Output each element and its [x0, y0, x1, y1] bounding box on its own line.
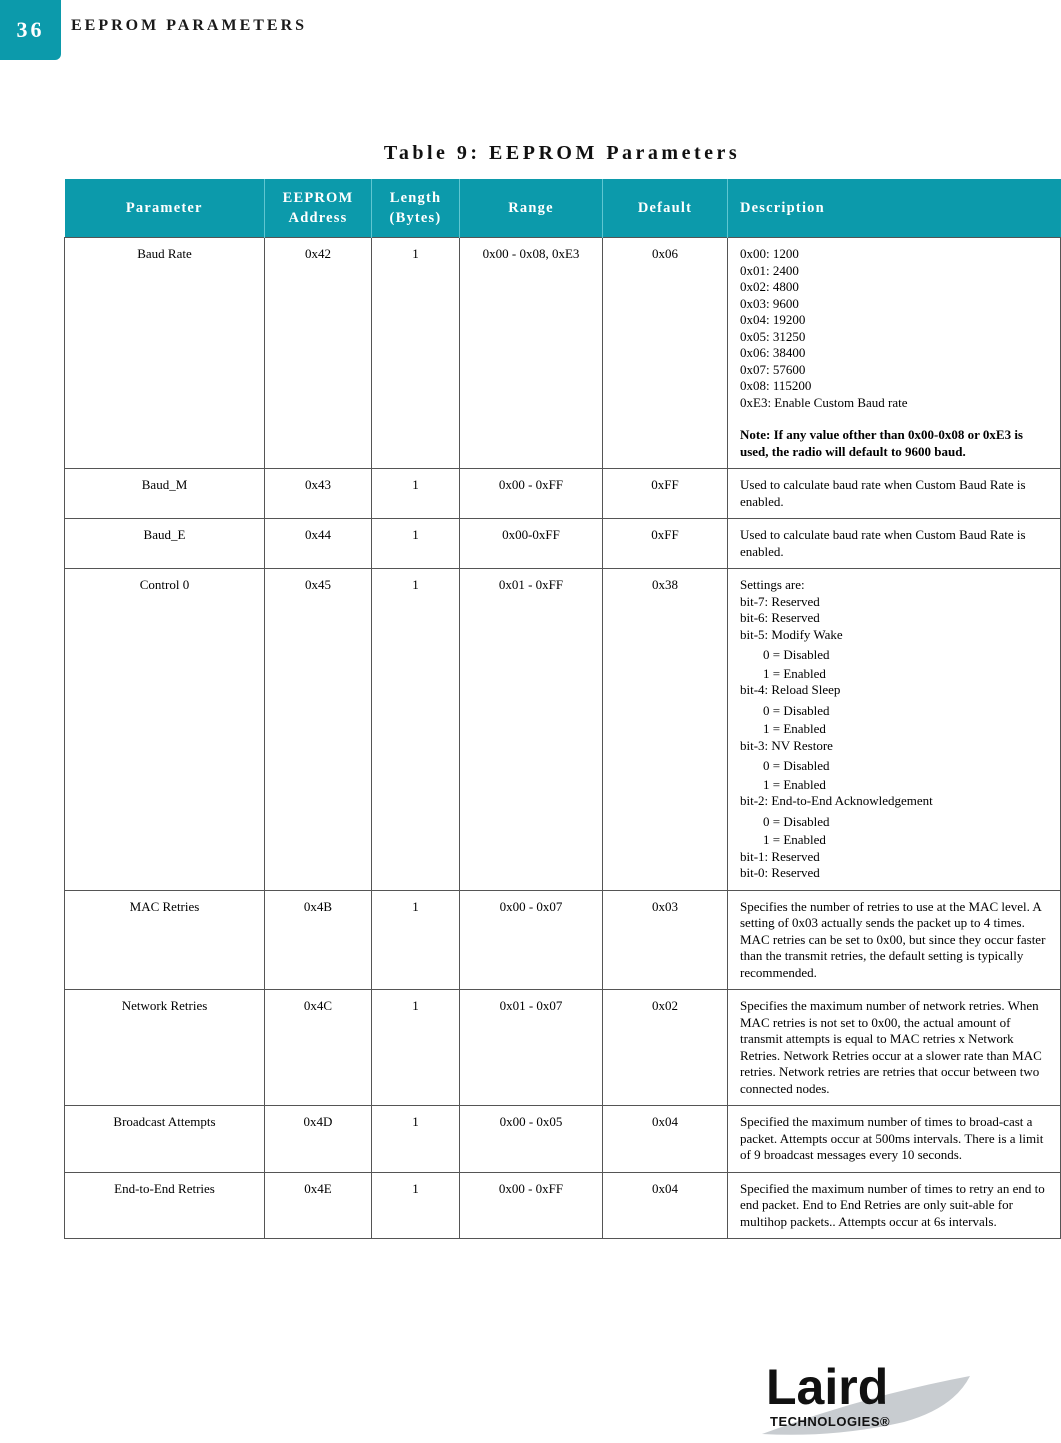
cell-length: 1	[372, 519, 460, 569]
cell-address: 0x43	[265, 469, 372, 519]
cell-address: 0x44	[265, 519, 372, 569]
cell-length: 1	[372, 1172, 460, 1239]
bit-3-setting: bit-3: NV Restore	[740, 737, 833, 753]
bit-2-disabled: 0 = Disabled	[763, 813, 830, 829]
table-header-row	[65, 179, 1061, 238]
baud-option: 0x06: 38400	[740, 345, 806, 360]
baud-option: 0x05: 31250	[740, 328, 806, 344]
column-header-parameter: Parameter	[65, 179, 265, 238]
cell-address: 0x42	[265, 238, 372, 469]
bit-4-setting: bit-4: Reload Sleep	[740, 682, 841, 697]
cell-description: Specifies the maximum number of network retries. When MAC retries is not set to 0x00, the actual amount of transmit attempts is equal to MAC retries x Network Retries. Network Retries occur at a slower rate than MAC retries. Network retries are retries that occur between two connected nodes.	[728, 990, 1061, 1106]
cell-default: 0xFF	[603, 469, 728, 519]
bit-7-setting: bit-7: Reserved	[740, 593, 820, 609]
table-title: Table 9: EEPROM Parameters	[383, 142, 741, 164]
table-row	[65, 1106, 1061, 1173]
cell-address: 0x4B	[265, 890, 372, 990]
cell-address: 0x4E	[265, 1172, 372, 1239]
cell-description: Used to calculate baud rate when Custom Baud Rate is enabled.	[728, 469, 1061, 519]
cell-description: Specified the maximum number of times to retry an end to end packet. End to End Retries are only suit-able for multihop packets.. Attempts occur at 6s intervals.	[728, 1172, 1061, 1239]
laird-logo-graphic	[754, 1356, 972, 1438]
cell-description: Specifies the number of retries to use at the MAC level. A setting of 0x03 actually sends the packet up to 4 times. MAC retries can be set to 0x00, but since they occur faster than the transmit retries, the default setting is typically recommended.	[728, 890, 1061, 990]
baud-option: 0x00: 1200	[740, 246, 799, 261]
table-row	[65, 469, 1061, 519]
logo-wordmark: Laird	[766, 1359, 889, 1415]
column-header-default: Default	[603, 179, 728, 238]
baud-option: 0x08: 115200	[740, 378, 812, 393]
logo-subtitle: TECHNOLOGIES®	[770, 1414, 891, 1429]
cell-length: 1	[372, 890, 460, 990]
cell-range: 0x01 - 0xFF	[460, 569, 603, 891]
bit-0-setting: bit-0: Reserved	[740, 865, 820, 880]
bit-5-disabled: 0 = Disabled	[763, 647, 830, 662]
bit-3-disabled: 0 = Disabled	[763, 758, 830, 773]
bit-6-setting: bit-6: Reserved	[740, 610, 820, 625]
cell-length: 1	[372, 238, 460, 469]
column-header-range: Range	[460, 179, 603, 238]
cell-length: 1	[372, 569, 460, 891]
cell-parameter: Network Retries	[65, 990, 265, 1106]
cell-parameter: MAC Retries	[65, 890, 265, 990]
cell-default: 0x06	[603, 238, 728, 469]
cell-description	[728, 569, 1061, 891]
cell-parameter: Baud_M	[65, 469, 265, 519]
cell-default: 0x04	[603, 1106, 728, 1173]
cell-range: 0x00 - 0xFF	[460, 469, 603, 519]
cell-default: 0xFF	[603, 519, 728, 569]
cell-length: 1	[372, 469, 460, 519]
baud-option: 0xE3: Enable Custom Baud rate	[740, 394, 908, 410]
laird-technologies-logo	[754, 1356, 972, 1438]
table-row	[65, 890, 1061, 990]
cell-range: 0x01 - 0x07	[460, 990, 603, 1106]
cell-description: Specified the maximum number of times to broad-cast a packet. Attempts occur at 500ms intervals. There is a limit of 9 broadcast messages every 10 seconds.	[728, 1106, 1061, 1173]
cell-range: 0x00 - 0x08, 0xE3	[460, 238, 603, 469]
cell-parameter: Baud_E	[65, 519, 265, 569]
baud-option: 0x04: 19200	[740, 312, 806, 327]
cell-parameter: End-to-End Retries	[65, 1172, 265, 1239]
table-row	[65, 519, 1061, 569]
bit-5-enabled: 1 = Enabled	[763, 665, 826, 681]
baud-note: Note: If any value ofther than 0x00-0x08 or 0xE3 is used, the radio will default to 9600 baud.	[740, 427, 1023, 459]
bit-5-setting: bit-5: Modify Wake	[740, 626, 843, 642]
cell-default: 0x04	[603, 1172, 728, 1239]
cell-range: 0x00-0xFF	[460, 519, 603, 569]
cell-length: 1	[372, 990, 460, 1106]
cell-address: 0x4D	[265, 1106, 372, 1173]
bit-4-disabled: 0 = Disabled	[763, 702, 830, 718]
cell-range: 0x00 - 0x05	[460, 1106, 603, 1173]
cell-description: Used to calculate baud rate when Custom Baud Rate is enabled.	[728, 519, 1061, 569]
settings-intro: Settings are:	[740, 577, 805, 592]
column-header-length: Length (Bytes)	[372, 179, 460, 238]
bit-2-enabled: 1 = Enabled	[763, 832, 826, 847]
cell-address: 0x45	[265, 569, 372, 891]
cell-default: 0x03	[603, 890, 728, 990]
cell-address: 0x4C	[265, 990, 372, 1106]
table-row	[65, 1172, 1061, 1239]
cell-parameter: Broadcast Attempts	[65, 1106, 265, 1173]
cell-parameter: Baud Rate	[65, 238, 265, 469]
bit-4-enabled: 1 = Enabled	[763, 721, 826, 736]
baud-option: 0x01: 2400	[740, 262, 799, 278]
table-row	[65, 569, 1061, 891]
bit-2-setting: bit-2: End-to-End Acknowledgement	[740, 793, 933, 808]
eeprom-parameters-table	[64, 179, 1061, 1239]
cell-default: 0x38	[603, 569, 728, 891]
cell-description	[728, 238, 1061, 469]
cell-range: 0x00 - 0xFF	[460, 1172, 603, 1239]
page-number-badge: 36	[0, 0, 61, 60]
table-row	[65, 238, 1061, 469]
bit-3-enabled: 1 = Enabled	[763, 776, 826, 792]
running-title: EEPROM PARAMETERS	[71, 17, 308, 34]
bit-1-setting: bit-1: Reserved	[740, 848, 820, 864]
baud-option: 0x07: 57600	[740, 361, 806, 377]
baud-option: 0x03: 9600	[740, 295, 799, 311]
column-header-eeprom-address: EEPROM Address	[265, 179, 372, 238]
column-header-description: Description	[728, 179, 1061, 238]
cell-range: 0x00 - 0x07	[460, 890, 603, 990]
table-row	[65, 990, 1061, 1106]
cell-default: 0x02	[603, 990, 728, 1106]
baud-option: 0x02: 4800	[740, 279, 799, 294]
cell-parameter: Control 0	[65, 569, 265, 891]
cell-length: 1	[372, 1106, 460, 1173]
